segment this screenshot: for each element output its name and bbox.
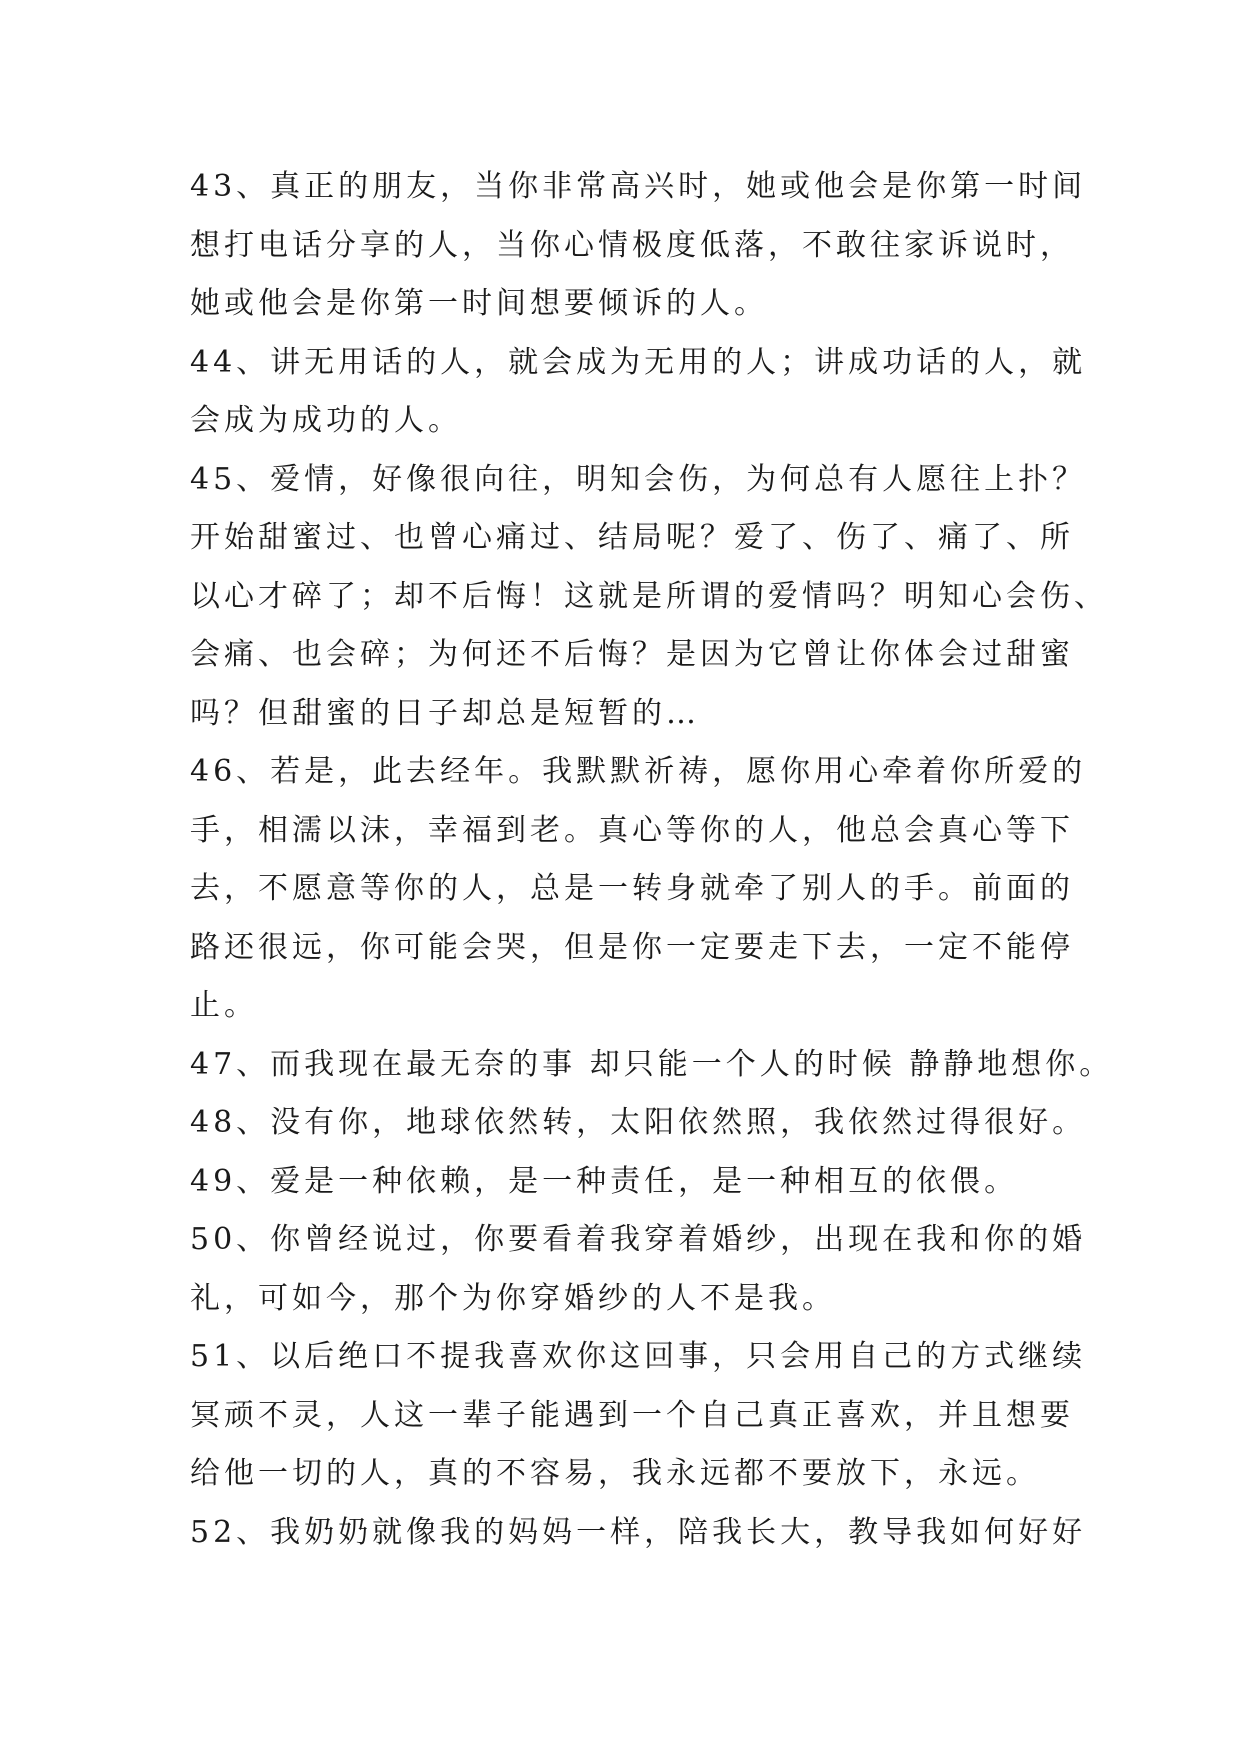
text-line: 给他一切的人，真的不容易，我永远都不要放下，永远。 (190, 1456, 1040, 1491)
text-line: 礼，可如今，那个为你穿婚纱的人不是我。 (190, 1280, 836, 1316)
text-line: 43、真正的朋友，当你非常高兴时，她或他会是你第一时间 (190, 169, 1087, 204)
text-line: 吗？但甜蜜的日子却总是短暂的… (190, 695, 700, 731)
text-line: 止。 (190, 988, 258, 1023)
text-line: 46、若是，此去经年。我默默祈祷，愿你用心牵着你所爱的 (190, 754, 1087, 789)
text-line: 她或他会是你第一时间想要倾诉的人。 (190, 286, 768, 321)
text-line: 49、爱是一种依赖，是一种责任，是一种相互的依偎。 (190, 1163, 1019, 1199)
text-line: 50、你曾经说过，你要看着我穿着婚纱，出现在我和你的婚 (190, 1222, 1087, 1257)
text-line: 会痛、也会碎；为何还不后悔？是因为它曾让你体会过甜蜜 (190, 637, 1074, 672)
text-line: 51、以后绝口不提我喜欢你这回事，只会用自己的方式继续 (190, 1339, 1087, 1374)
text-line: 想打电话分享的人，当你心情极度低落，不敢往家诉说时， (190, 227, 1074, 263)
text-line: 手，相濡以沫，幸福到老。真心等你的人，他总会真心等下 (190, 812, 1074, 848)
text-line: 会成为成功的人。 (190, 403, 462, 438)
text-line: 44、讲无用话的人，就会成为无用的人；讲成功话的人，就 (190, 344, 1087, 380)
text-line: 45、爱情，好像很向往，明知会伤，为何总有人愿往上扑？ (190, 461, 1087, 497)
text-line: 路还很远，你可能会哭，但是你一定要走下去，一定不能停 (190, 929, 1074, 965)
text-line: 以心才碎了；却不后悔！这就是所谓的爱情吗？明知心会伤、 (190, 578, 1108, 614)
text-line: 开始甜蜜过、也曾心痛过、结局呢？爱了、伤了、痛了、所 (190, 520, 1074, 555)
text-line: 52、我奶奶就像我的妈妈一样，陪我长大，教导我如何好好 (190, 1514, 1087, 1550)
text-line: 48、没有你，地球依然转，太阳依然照，我依然过得很好。 (190, 1105, 1087, 1140)
document-body (190, 158, 1114, 1562)
text-line: 47、而我现在最无奈的事 却只能一个人的时候 静静地想你。 (190, 1046, 1114, 1082)
text-line: 冥顽不灵，人这一辈子能遇到一个自己真正喜欢，并且想要 (190, 1397, 1074, 1433)
text-line: 去，不愿意等你的人，总是一转身就牵了别人的手。前面的 (190, 871, 1074, 906)
